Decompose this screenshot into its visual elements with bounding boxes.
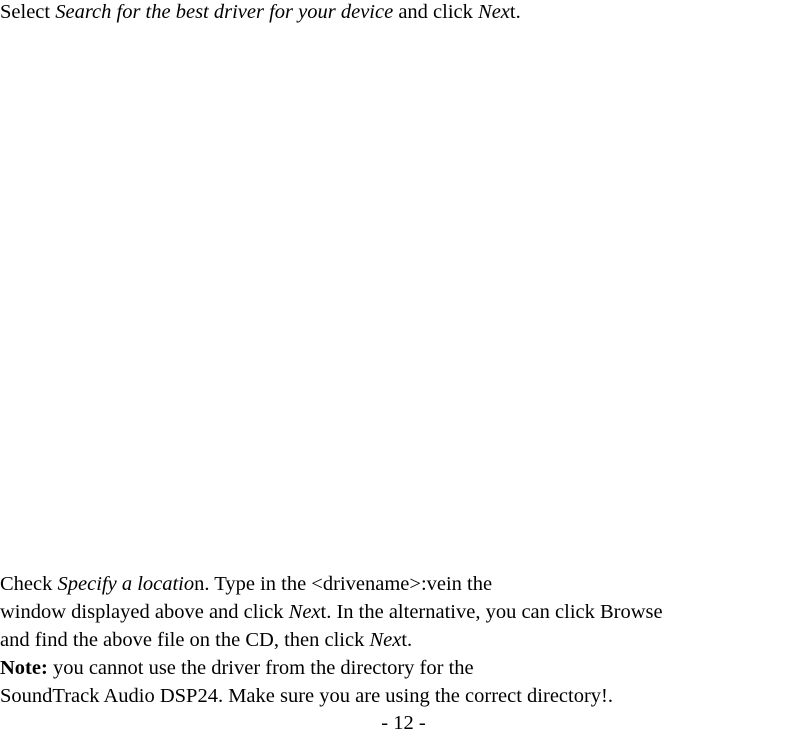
intro-middle: and click	[393, 1, 479, 23]
next-button-name: Nex	[288, 601, 321, 623]
page-number: - 12 -	[381, 712, 426, 734]
note-label: Note:	[0, 657, 48, 679]
line2-prefix: window displayed above and click	[0, 601, 289, 623]
instruction-line-3	[0, 628, 412, 652]
instruction-line-2	[0, 600, 663, 624]
line1-suffix: n. Type in the <drivename>:vein the	[194, 573, 493, 595]
instruction-line-1	[0, 572, 492, 596]
line1-prefix: Check	[0, 573, 58, 595]
intro-tail: t.	[509, 1, 521, 23]
next-button-name: Nex	[369, 629, 402, 651]
specify-location-option: Specify a locatio	[57, 573, 195, 595]
intro-prefix: Select	[0, 1, 56, 23]
search-option-name: Search for the best driver for your device	[55, 1, 394, 23]
note-line	[0, 656, 474, 680]
line3-prefix: and find the above file on the CD, then click	[0, 629, 370, 651]
instruction-line-5: SoundTrack Audio DSP24. Make sure you are using the correct directory!.	[0, 685, 613, 707]
line2-suffix: t. In the alternative, you can click Browse	[320, 601, 663, 623]
note-text: you cannot use the driver from the directory for the	[47, 657, 474, 679]
line3-suffix: t.	[401, 629, 413, 651]
next-button-name: Nex	[478, 1, 510, 23]
intro-instruction	[0, 0, 521, 24]
